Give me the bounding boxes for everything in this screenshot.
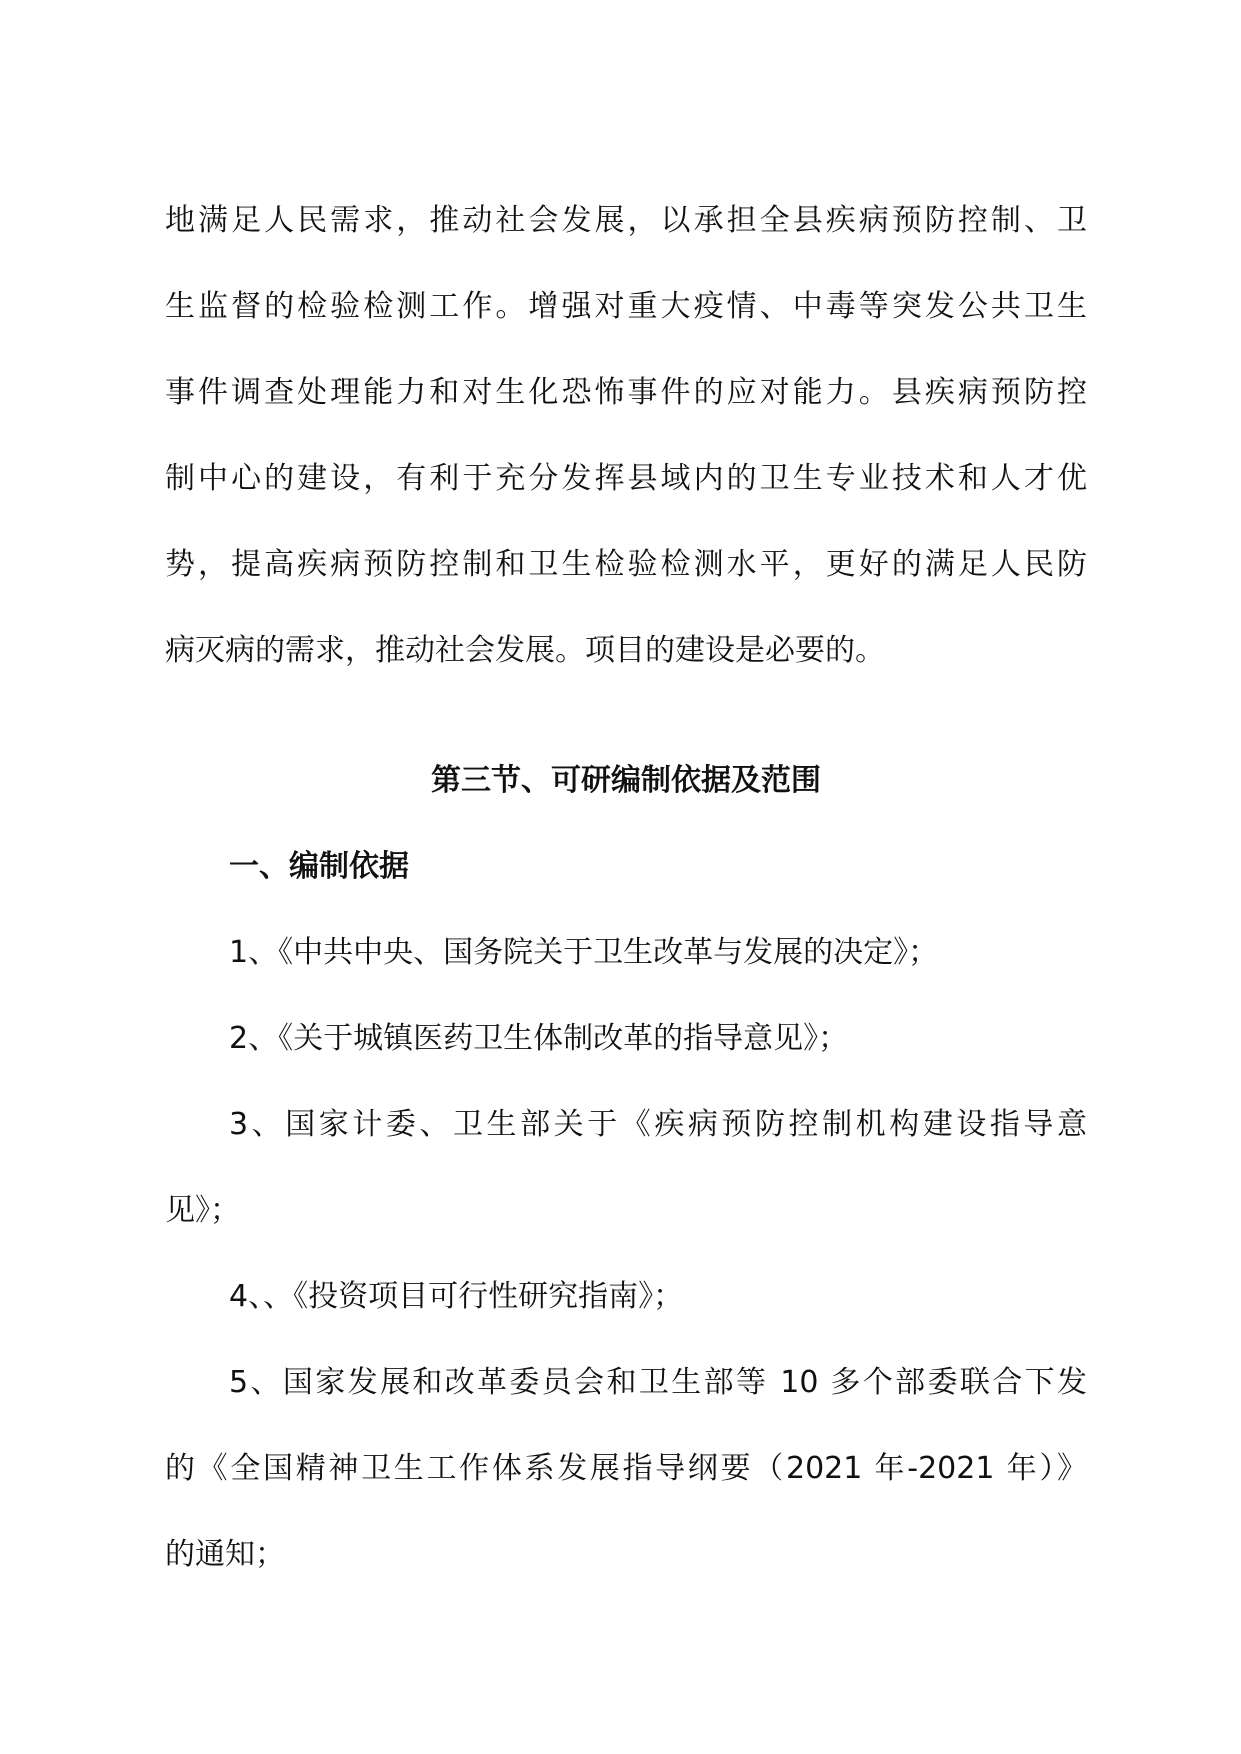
paragraph-line: 事件调查处理能力和对生化恐怖事件的应对能力。县疾病预防控 bbox=[165, 375, 1087, 410]
list-item: 5、国家发展和改革委员会和卫生部等 10 多个部委联合下发 bbox=[229, 1365, 1087, 1400]
basis-list bbox=[165, 910, 1087, 1598]
paragraph-line: 势，提高疾病预防控制和卫生检验检测水平，更好的满足人民防 bbox=[165, 547, 1087, 582]
paragraph-line: 地满足人民需求，推动社会发展，以承担全县疾病预防控制、卫 bbox=[165, 203, 1087, 238]
list-item: 1、《中共中央、国务院关于卫生改革与发展的决定》； bbox=[229, 935, 939, 970]
list-item: 4、、《投资项目可行性研究指南》； bbox=[229, 1279, 684, 1314]
section-spacer bbox=[165, 694, 1087, 738]
list-item: 3、国家计委、卫生部关于《疾病预防控制机构建设指导意 bbox=[229, 1107, 1087, 1142]
list-item-continuation: 见》； bbox=[165, 1193, 240, 1228]
paragraph-line: 病灭病的需求，推动社会发展。项目的建设是必要的。 bbox=[165, 633, 885, 668]
list-item-continuation: 的通知； bbox=[165, 1537, 285, 1572]
document-body bbox=[165, 178, 1087, 1598]
paragraph-necessity bbox=[165, 178, 1087, 694]
list-item: 2、《关于城镇医药卫生体制改革的指导意见》； bbox=[229, 1021, 849, 1056]
paragraph-line: 制中心的建设，有利于充分发挥县域内的卫生专业技术和人才优 bbox=[165, 461, 1087, 496]
subsection-title: 一、编制依据 bbox=[229, 849, 409, 884]
list-item-continuation: 的《全国精神卫生工作体系发展指导纲要（2021 年-2021 年）》 bbox=[165, 1451, 1087, 1486]
paragraph-line: 生监督的检验检测工作。增强对重大疫情、中毒等突发公共卫生 bbox=[165, 289, 1087, 324]
section-title: 第三节、可研编制依据及范围 bbox=[431, 763, 821, 798]
